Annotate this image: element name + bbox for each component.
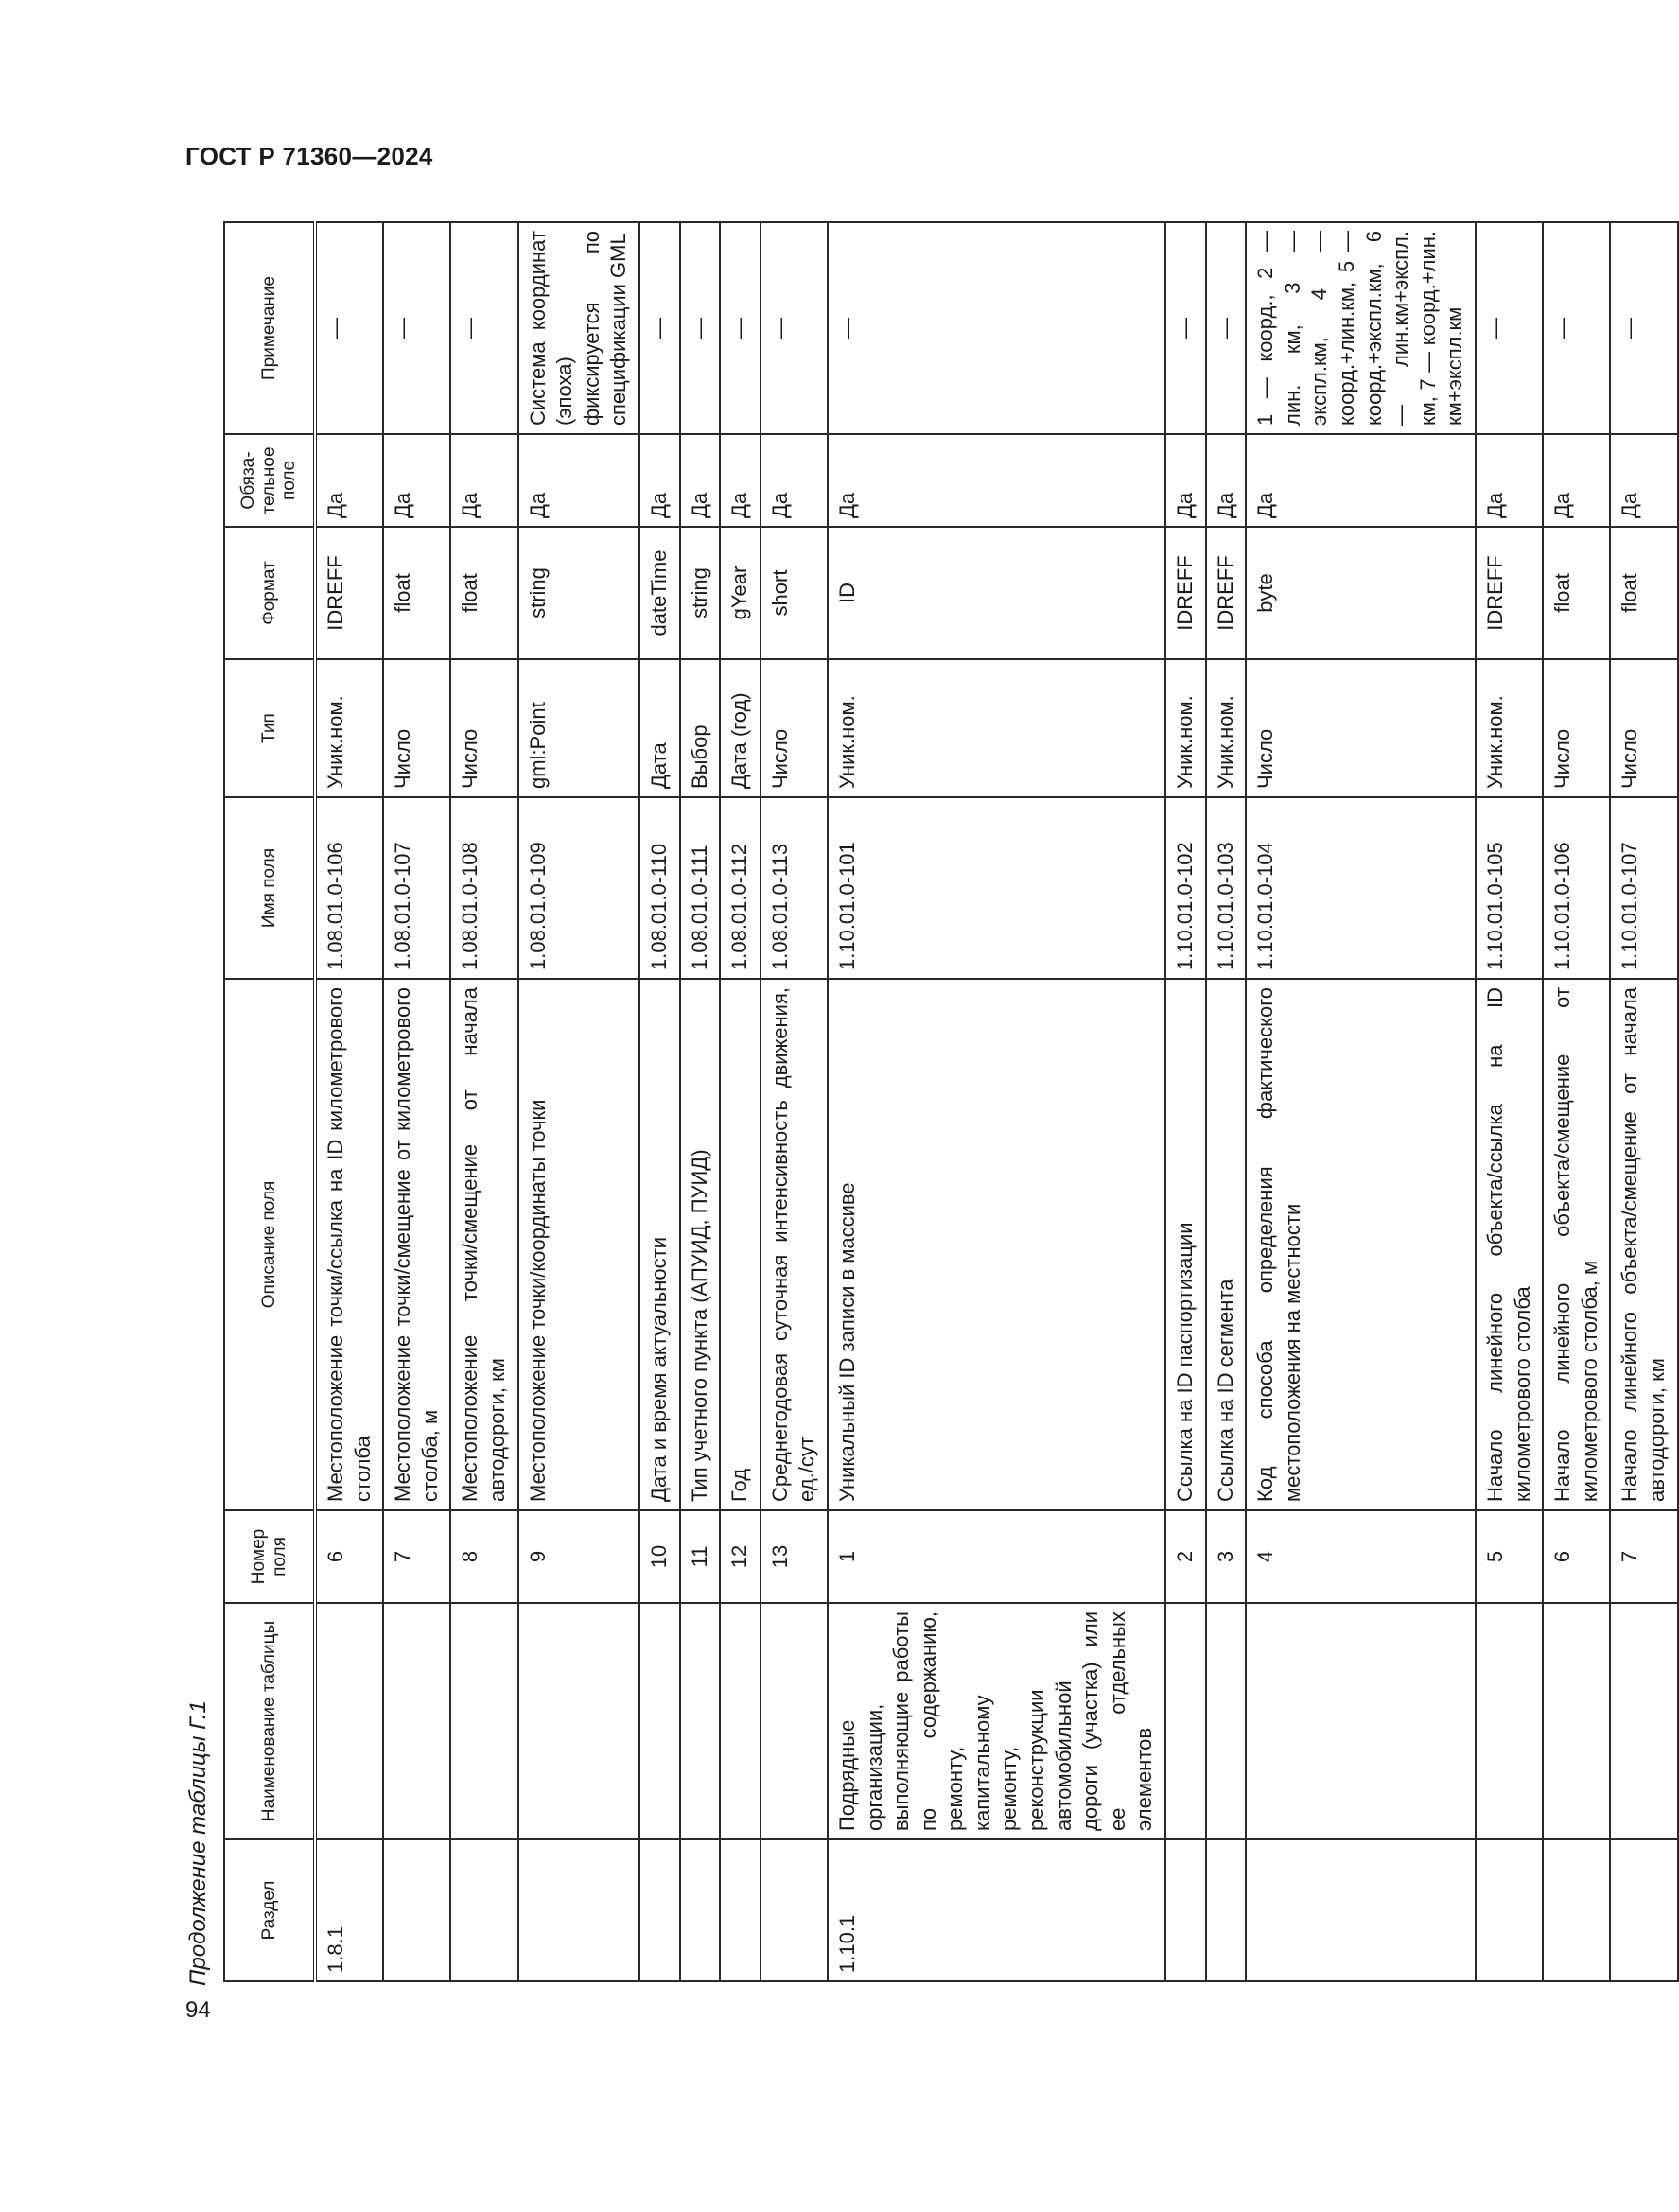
cell-note: 1 — коорд., 2 — лин. км, 3 — экспл.км, 4 — коорд.+лин.км, 5 — коорд.+экспл.км, 6 — лин.км+экспл. км, 7 — коорд.+лин. км+экспл.км bbox=[1246, 222, 1476, 434]
cell-field-name: 1.10.01.0-103 bbox=[1206, 797, 1247, 979]
table-caption: Продолжение таблицы Г.1 bbox=[185, 1700, 211, 1986]
col-header-field-number: Номер поля bbox=[224, 1510, 315, 1603]
cell-description: Начало линейного объекта/смещение от начала автодороги, км bbox=[1610, 979, 1677, 1510]
table-row bbox=[639, 222, 680, 1981]
cell-note: Система координат (эпоха) фиксируется по спецификации GML bbox=[518, 222, 639, 434]
cell-section bbox=[450, 1839, 517, 1981]
cell-field-name: 1.08.01.0-113 bbox=[761, 797, 828, 979]
table-row bbox=[383, 222, 450, 1981]
cell-format: IDREFF bbox=[1206, 527, 1247, 659]
page-number: 94 bbox=[185, 1997, 211, 2023]
cell-type: Выбор bbox=[680, 659, 721, 797]
cell-note: — bbox=[680, 222, 721, 434]
cell-table-name bbox=[680, 1603, 721, 1839]
cell-format: gYear bbox=[720, 527, 761, 659]
cell-section bbox=[1610, 1839, 1677, 1981]
cell-required: Да bbox=[1610, 434, 1677, 527]
cell-field-number: 2 bbox=[1165, 1510, 1206, 1603]
cell-type: Число bbox=[761, 659, 828, 797]
table-row bbox=[450, 222, 517, 1981]
cell-type: Число bbox=[1610, 659, 1677, 797]
cell-format: float bbox=[1610, 527, 1677, 659]
cell-required: Да bbox=[1476, 434, 1543, 527]
cell-field-name: 1.10.01.0-104 bbox=[1246, 797, 1476, 979]
table-row bbox=[761, 222, 828, 1981]
cell-note: — bbox=[1543, 222, 1610, 434]
cell-note: — bbox=[1206, 222, 1247, 434]
cell-required: Да bbox=[680, 434, 721, 527]
table-row bbox=[315, 222, 383, 1981]
cell-section bbox=[1476, 1839, 1543, 1981]
cell-field-name: 1.08.01.0-109 bbox=[518, 797, 639, 979]
cell-description: Дата и время актуальности bbox=[639, 979, 680, 1510]
cell-section bbox=[680, 1839, 721, 1981]
cell-required: Да bbox=[828, 434, 1165, 527]
cell-table-name bbox=[1610, 1603, 1677, 1839]
cell-note: — bbox=[828, 222, 1165, 434]
cell-required: Да bbox=[518, 434, 639, 527]
cell-field-name: 1.08.01.0-110 bbox=[639, 797, 680, 979]
cell-table-name bbox=[383, 1603, 450, 1839]
cell-note: — bbox=[383, 222, 450, 434]
cell-field-number: 7 bbox=[383, 1510, 450, 1603]
cell-field-name: 1.08.01.0-107 bbox=[383, 797, 450, 979]
cell-description: Местоположение точки/ссылка на ID километрового столба bbox=[315, 979, 383, 1510]
cell-description: Тип учетного пункта (АПУИД, ПУИД) bbox=[680, 979, 721, 1510]
cell-field-name: 1.08.01.0-111 bbox=[680, 797, 721, 979]
cell-required: Да bbox=[639, 434, 680, 527]
cell-required: Да bbox=[383, 434, 450, 527]
cell-note: — bbox=[1476, 222, 1543, 434]
cell-type: Уник.ном. bbox=[1476, 659, 1543, 797]
cell-table-name bbox=[1543, 1603, 1610, 1839]
cell-note: — bbox=[1610, 222, 1677, 434]
cell-table-name bbox=[518, 1603, 639, 1839]
cell-table-name bbox=[720, 1603, 761, 1839]
cell-description: Код способа определения фактического местоположения на местности bbox=[1246, 979, 1476, 1510]
cell-field-name: 1.08.01.0-112 bbox=[720, 797, 761, 979]
cell-table-name bbox=[1246, 1603, 1476, 1839]
cell-description: Местоположение точки/смещение от километрового столба, м bbox=[383, 979, 450, 1510]
col-header-section: Раздел bbox=[224, 1839, 315, 1981]
table-row bbox=[1476, 222, 1543, 1981]
table-row bbox=[680, 222, 721, 1981]
col-header-format: Формат bbox=[224, 527, 315, 659]
table-row bbox=[1543, 222, 1610, 1981]
rotated-table-container bbox=[223, 223, 1669, 1982]
cell-table-name bbox=[639, 1603, 680, 1839]
cell-section bbox=[1543, 1839, 1610, 1981]
cell-field-name: 1.10.01.0-101 bbox=[828, 797, 1165, 979]
cell-required: Да bbox=[315, 434, 383, 527]
cell-section bbox=[1246, 1839, 1476, 1981]
cell-required: Да bbox=[1543, 434, 1610, 527]
cell-section bbox=[761, 1839, 828, 1981]
cell-field-number: 4 bbox=[1246, 1510, 1476, 1603]
table-row bbox=[720, 222, 761, 1981]
cell-field-number: 6 bbox=[315, 1510, 383, 1603]
table-row bbox=[518, 222, 639, 1981]
cell-description: Начало линейного объекта/ссылка на ID километрового столба bbox=[1476, 979, 1543, 1510]
cell-section bbox=[383, 1839, 450, 1981]
cell-table-name bbox=[315, 1603, 383, 1839]
cell-field-name: 1.10.01.0-105 bbox=[1476, 797, 1543, 979]
cell-type: Уник.ном. bbox=[315, 659, 383, 797]
cell-field-number: 13 bbox=[761, 1510, 828, 1603]
cell-type: Уник.ном. bbox=[1206, 659, 1247, 797]
cell-format: string bbox=[680, 527, 721, 659]
cell-format: string bbox=[518, 527, 639, 659]
cell-type: gml:Point bbox=[518, 659, 639, 797]
table-row bbox=[1610, 222, 1677, 1981]
document-header: ГОСТ Р 71360—2024 bbox=[185, 142, 433, 170]
col-header-note: Примечание bbox=[224, 222, 315, 434]
cell-field-number: 7 bbox=[1610, 1510, 1677, 1603]
cell-required: Да bbox=[1206, 434, 1247, 527]
cell-field-number: 11 bbox=[680, 1510, 721, 1603]
col-header-description: Описание поля bbox=[224, 979, 315, 1510]
cell-field-name: 1.08.01.0-108 bbox=[450, 797, 517, 979]
cell-format: float bbox=[383, 527, 450, 659]
cell-field-number: 3 bbox=[1206, 1510, 1247, 1603]
cell-field-name: 1.10.01.0-107 bbox=[1610, 797, 1677, 979]
cell-section bbox=[518, 1839, 639, 1981]
col-header-field-name: Имя поля bbox=[224, 797, 315, 979]
cell-format: IDREFF bbox=[1165, 527, 1206, 659]
cell-note: — bbox=[450, 222, 517, 434]
cell-format: short bbox=[761, 527, 828, 659]
cell-field-number: 6 bbox=[1543, 1510, 1610, 1603]
cell-section bbox=[1206, 1839, 1247, 1981]
cell-type: Дата (год) bbox=[720, 659, 761, 797]
cell-section bbox=[1165, 1839, 1206, 1981]
cell-note: — bbox=[639, 222, 680, 434]
cell-format: float bbox=[450, 527, 517, 659]
col-header-table-name: Наименование таблицы bbox=[224, 1603, 315, 1839]
cell-table-name bbox=[450, 1603, 517, 1839]
cell-table-name bbox=[1165, 1603, 1206, 1839]
cell-type: Уник.ном. bbox=[828, 659, 1165, 797]
cell-field-name: 1.08.01.0-106 bbox=[315, 797, 383, 979]
cell-field-number: 8 bbox=[450, 1510, 517, 1603]
cell-field-name: 1.10.01.0-106 bbox=[1543, 797, 1610, 979]
cell-format: ID bbox=[828, 527, 1165, 659]
cell-note: — bbox=[315, 222, 383, 434]
cell-type: Уник.ном. bbox=[1165, 659, 1206, 797]
cell-description: Среднегодовая суточная интенсивность движения, ед./сут bbox=[761, 979, 828, 1510]
cell-table-name: Подрядные организации, выполняющие работы по содержанию, ремонту, капитальному ремонту, реконструкции автомобильной дороги (участка) или ее отдельных элементов bbox=[828, 1603, 1165, 1839]
cell-required: Да bbox=[1165, 434, 1206, 527]
col-header-required: Обяза-тельное поле bbox=[224, 434, 315, 527]
cell-description: Ссылка на ID сегмента bbox=[1206, 979, 1247, 1510]
table-row bbox=[828, 222, 1165, 1981]
cell-description: Местоположение точки/координаты точки bbox=[518, 979, 639, 1510]
cell-section: 1.10.1 bbox=[828, 1839, 1165, 1981]
cell-description: Уникальный ID записи в массиве bbox=[828, 979, 1165, 1510]
cell-type: Число bbox=[1543, 659, 1610, 797]
cell-table-name bbox=[1476, 1603, 1543, 1839]
cell-field-name: 1.10.01.0-102 bbox=[1165, 797, 1206, 979]
cell-table-name bbox=[761, 1603, 828, 1839]
table-header-row bbox=[224, 222, 315, 1981]
col-header-type: Тип bbox=[224, 659, 315, 797]
cell-section bbox=[639, 1839, 680, 1981]
cell-field-number: 12 bbox=[720, 1510, 761, 1603]
cell-required: Да bbox=[720, 434, 761, 527]
cell-type: Число bbox=[450, 659, 517, 797]
cell-field-number: 5 bbox=[1476, 1510, 1543, 1603]
cell-format: dateTime bbox=[639, 527, 680, 659]
cell-description: Местоположение точки/смещение от начала автодороги, км bbox=[450, 979, 517, 1510]
cell-note: — bbox=[1165, 222, 1206, 434]
cell-field-number: 1 bbox=[828, 1510, 1165, 1603]
cell-type: Дата bbox=[639, 659, 680, 797]
table-row bbox=[1206, 222, 1247, 1981]
cell-format: byte bbox=[1246, 527, 1476, 659]
cell-description: Год bbox=[720, 979, 761, 1510]
cell-required: Да bbox=[1246, 434, 1476, 527]
cell-type: Число bbox=[383, 659, 450, 797]
table-row bbox=[1165, 222, 1206, 1981]
cell-note: — bbox=[761, 222, 828, 434]
cell-field-number: 9 bbox=[518, 1510, 639, 1603]
cell-required: Да bbox=[761, 434, 828, 527]
cell-description: Ссылка на ID паспортизации bbox=[1165, 979, 1206, 1510]
table-row bbox=[1246, 222, 1476, 1981]
cell-note: — bbox=[720, 222, 761, 434]
cell-section: 1.8.1 bbox=[315, 1839, 383, 1981]
cell-description: Начало линейного объекта/смещение от километрового столба, м bbox=[1543, 979, 1610, 1510]
cell-format: float bbox=[1543, 527, 1610, 659]
data-table bbox=[223, 221, 1679, 1982]
cell-field-number: 10 bbox=[639, 1510, 680, 1603]
cell-table-name bbox=[1206, 1603, 1247, 1839]
cell-section bbox=[720, 1839, 761, 1981]
cell-required: Да bbox=[450, 434, 517, 527]
cell-type: Число bbox=[1246, 659, 1476, 797]
cell-format: IDREFF bbox=[1476, 527, 1543, 659]
cell-format: IDREFF bbox=[315, 527, 383, 659]
